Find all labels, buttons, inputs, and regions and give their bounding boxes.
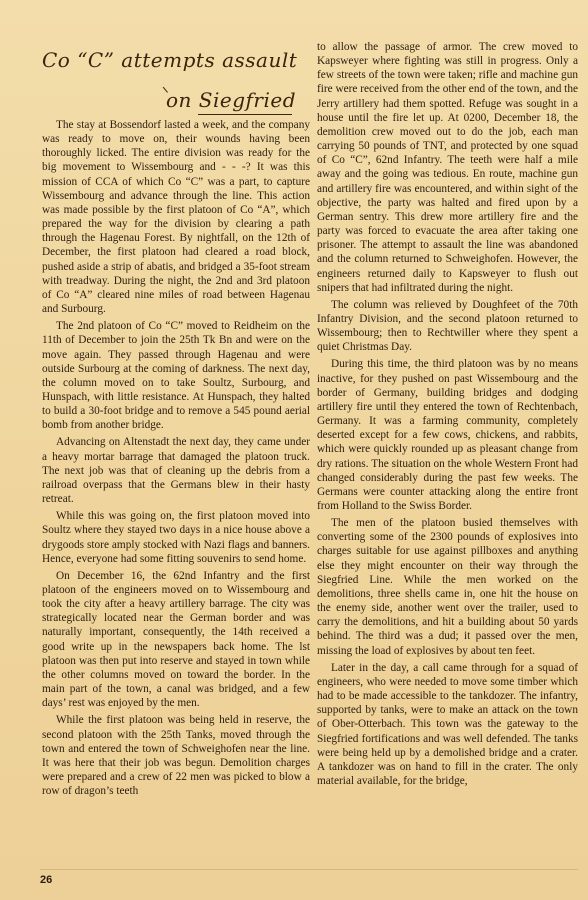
paragraph: The men of the platoon busied themselves with converting some of the 2300 pounds of explosives into charges suitable for use against pillboxes and anything else they might encounter on their way through the Siegfried Line. While the men worked on the demolitions, three shells came in, one hit the house on the enemy side, another went over the trailer, used to carry the demolitions, and hit a building about 50 yards behind. The third was a dud; it passed over the men, missing the load of explosives by about ten feet. [317, 517, 578, 657]
headline-underline [198, 114, 292, 115]
headline-line-2: on Siegfried [165, 88, 296, 112]
article-headline [42, 38, 310, 118]
paragraph: While this was going on, the first platoon moved into Soultz where they stayed two days in a nice house above a drygoods store amply stocked with Nazi flags and banners. Hence, everyone had some fitting souvenirs to send home. [42, 510, 310, 565]
bottom-rule [40, 869, 578, 870]
paragraph: While the first platoon was being held in reserve, the second platoon with the 25th Tanks, moved through the town and entered the town of Schweighofen near the line. It was here that their job was begun. Demolition charges were prepared and a crew of 22 men was picked to blow a row of dragon’s teeth [42, 714, 310, 798]
paragraph: During this time, the third platoon was by no means inactive, for they pushed on past Wissembourg and the border of Germany, building bridges and dodging artillery fire until they entered the town of Rechtenbach, Germany. It was a farming community, completely deserted except for a few cows, chickens, and rabbits, which were quickly rounded up as pleasant change from dry rations. The situation on the whole Western Front had changed considerably during the past few weeks. The Germans were counter attacking along the entire front from Holland to the Swiss Border. [317, 358, 578, 512]
paragraph: The column was relieved by Doughfeet of the 70th Infantry Division, and the second platoon returned to Wissembourg; then to Rechtwiller where they spent a quiet Christmas Day. [317, 298, 578, 354]
paragraph: The stay at Bossendorf lasted a week, and the company was ready to move on, their wounds having been thoroughly licked. The entire division was ready for the big movement to Wissembourg and - - -? It was this mission of CCA of which Co “C” was a part, to capture Wissembourg and advance through the line. This action was made possible by the first platoon of Co “A”, which prepared the way for the division by clearing a path through the Hagenau Forest. By nightfall, on the 12th of December, the first platoon had cleared a road block, pushed aside a strip of abatis, and bridged a 35-foot stream with treadway. During the night, the 2nd and 3rd platoon of Co “A” cleared nine miles of road between Hagenau and Surbourg. [42, 119, 310, 316]
headline-line-1: Co “C” attempts assault [42, 48, 298, 72]
paragraph: The 2nd platoon of Co “C” moved to Reidheim on the 11th of December to join the 25th Tk Bn and were on the move again. They passed through Hagenau and were outside Surbourg at the coming of darkness. The next day, the column moved on to take Soultz, Surbourg, and Hunspach, with little resistance. At Hunspach, they halted to build a 30-foot bridge and to remove a 545 pound aerial bomb from another bridge. [42, 320, 310, 432]
paragraph: to allow the passage of armor. The crew moved to Kapsweyer where fighting was still in progress. Only a few streets of the town were taken; rifle and machine gun fire were received from the other end of the town, and the Jerry artillery had them spotted. Refuge was sought in a house until the fire let up. At 0200, December 18, the demolition crew moved out to do the job, each man carrying 50 pounds of TNT, and protected by one squad of Co “C”, 62nd Infantry. The teeth were half a mile away and the going was tedious. En route, machine gun and artillery fire was encountered, and within sight of the objective, the party was halted and fired upon by a German sentry. This drew more artillery fire and the party was forced to evacuate the area after taking one prisoner. The attempt to assault the line was abandoned and the column returned to Schweighofen. However, the engineers returned daily to Kapsweyer to flush out snipers that had infiltrated during the night. [317, 41, 578, 294]
left-text-column [42, 118, 310, 801]
right-text-column [317, 40, 578, 791]
paragraph: Later in the day, a call came through for a squad of engineers, who were needed to move some timber which had to be made accessible to the tankdozer. The infantry, supported by tanks, were to make an attack on the town of Ober-Otterbach. This town was the gateway to the Siegfried fortifications and was well defended. The tanks were being held up by a demolished bridge and a crater. A tankdozer was on hand to fill in the crater. The only material available, for the bridge, [317, 661, 578, 787]
paragraph: On December 16, the 62nd Infantry and the first platoon of the engineers moved on to Wissembourg and took the city after a heavy artillery barrage. The city was strategically located near the German border and was naturally important, consequently, the 14th received a good write up in the newspapers back home. The lst platoon was then put into reserve and stayed in town while the other columns moved on toward the border. In the main part of the town, a canal was bridged, and a few days’ rest was enjoyed by the men. [42, 569, 310, 710]
paragraph: Advancing on Altenstadt the next day, they came under a heavy mortar barrage that damaged the platoon truck. The next job was that of cleaning up the debris from a railroad overpass that the Germans blew in their hasty retreat. [42, 436, 310, 506]
page-number: 26 [40, 874, 53, 886]
